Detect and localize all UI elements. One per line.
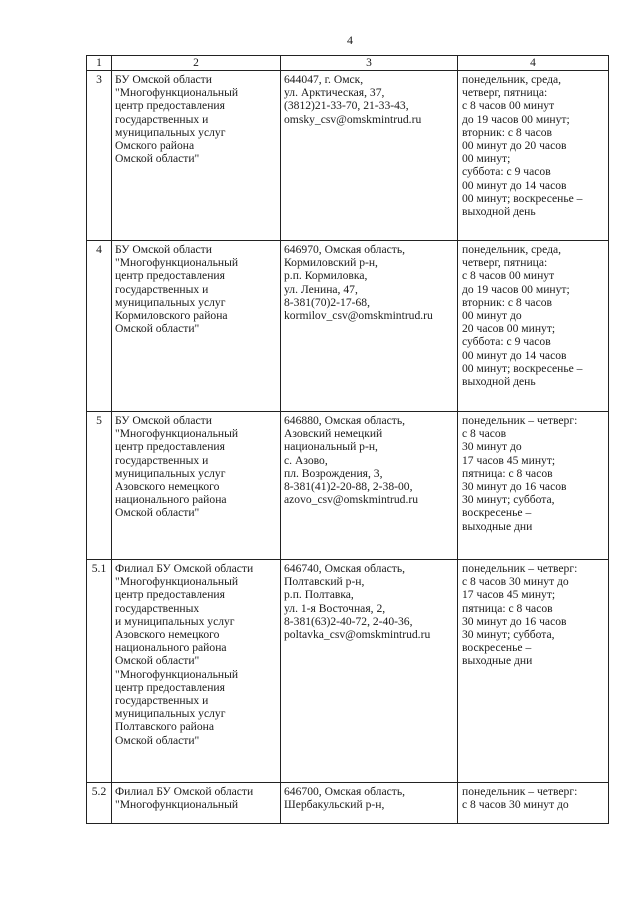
address-line: 8-381(41)2-20-88, 2-38-00,	[284, 480, 413, 494]
organization-line: и муниципальных услуг	[115, 614, 235, 628]
hours-cell	[458, 71, 609, 241]
hours-line: до 19 часов 00 минут;	[462, 282, 570, 296]
hours-line: пятница: с 8 часов	[462, 466, 553, 480]
address-line: 646970, Омская область,	[284, 243, 406, 256]
organization-line: центр предоставления	[115, 440, 225, 454]
hours-line: воскресенье –	[462, 506, 532, 520]
organization-line: Филиал БУ Омской области	[115, 562, 254, 575]
organization-line: БУ Омской области	[115, 243, 212, 256]
hours-line: с 8 часов 00 минут	[462, 269, 555, 283]
address-line: 646740, Омская область,	[284, 562, 406, 575]
organization-line: "Многофункциональный	[115, 667, 239, 681]
hours-line: 20 часов 00 минут;	[462, 322, 556, 336]
hours-line: с 8 часов 30 минут до	[462, 798, 569, 812]
hours-line: вторник: с 8 часов	[462, 125, 552, 139]
organization-line: муниципальных услуг	[115, 466, 226, 480]
hours-line: понедельник – четверг:	[462, 785, 578, 798]
table-row	[87, 71, 609, 241]
hours-line: 30 минут; суббота,	[462, 628, 555, 642]
table-row	[87, 783, 609, 824]
hours-line: четверг, пятница:	[462, 86, 548, 100]
hours-line: до 19 часов 00 минут;	[462, 112, 570, 126]
address-line: 644047, г. Омск,	[284, 73, 364, 86]
organization-line: Филиал БУ Омской области	[115, 785, 254, 798]
organization-line: "Многофункциональный	[115, 575, 239, 589]
organization-line: Кормиловского района	[115, 309, 228, 323]
address-line: ул. Ленина, 47,	[284, 282, 358, 296]
address-line: 646700, Омская область,	[284, 785, 406, 798]
address-line: Азовский немецкий	[284, 427, 383, 441]
hours-line: суббота: с 9 часов	[462, 165, 551, 179]
address-line: kormilov_csv@omskmintrud.ru	[284, 309, 433, 323]
organization-line: национального района	[115, 641, 227, 655]
organization-line: национального района	[115, 493, 227, 507]
hours-line: 30 минут; суббота,	[462, 493, 555, 507]
address-line: omsky_csv@omskmintrud.ru	[284, 112, 422, 126]
hours-line: воскресенье –	[462, 641, 532, 655]
organization-line: "Многофункциональный	[115, 86, 239, 100]
organization-line: центр предоставления	[115, 99, 225, 113]
row-number: 5.1	[87, 560, 112, 783]
address-cell	[281, 241, 458, 412]
organization-cell	[112, 412, 281, 560]
organization-line: муниципальных услуг	[115, 295, 226, 309]
hours-line: выходной день	[462, 375, 536, 389]
address-line: azovo_csv@omskmintrud.ru	[284, 493, 419, 507]
hours-line: 00 минут до 14 часов	[462, 348, 567, 362]
hours-line: 30 минут до 16 часов	[462, 614, 567, 628]
hours-line: 00 минут до	[462, 309, 522, 323]
hours-line: выходные дни	[462, 519, 533, 533]
organization-line: БУ Омской области	[115, 73, 212, 86]
organization-line: центр предоставления	[115, 680, 225, 694]
column-header: 4	[458, 56, 609, 71]
address-line: Полтавский р-н,	[284, 575, 365, 589]
address-line: 8-381(70)2-17-68,	[284, 295, 370, 309]
organization-line: Омской области"	[115, 152, 200, 166]
column-header: 2	[112, 56, 281, 71]
hours-line: пятница: с 8 часов	[462, 601, 553, 615]
hours-line: с 8 часов 30 минут до	[462, 575, 569, 589]
organization-line: Омской области"	[115, 322, 200, 336]
row-number: 3	[87, 71, 112, 241]
organization-line: Полтавского района	[115, 720, 215, 734]
organization-line: Азовского немецкого	[115, 628, 220, 642]
address-line: р.п. Полтавка,	[284, 588, 354, 602]
organization-line: "Многофункциональный	[115, 256, 239, 270]
organization-line: Омского района	[115, 139, 195, 153]
hours-line: 30 минут до 16 часов	[462, 480, 567, 494]
hours-line: 00 минут; воскресенье –	[462, 191, 583, 205]
organization-line: Омской области"	[115, 733, 200, 747]
organization-line: Азовского немецкого	[115, 480, 220, 494]
hours-line: 00 минут до 20 часов	[462, 139, 567, 153]
column-header: 3	[281, 56, 458, 71]
organization-line: "Многофункциональный	[115, 427, 239, 441]
hours-line: понедельник, среда,	[462, 243, 562, 256]
organization-cell	[112, 71, 281, 241]
row-number: 5.2	[87, 783, 112, 824]
organization-line: Омской области"	[115, 506, 200, 520]
organization-line: государственных и	[115, 453, 209, 467]
hours-line: четверг, пятница:	[462, 256, 548, 270]
hours-line: выходные дни	[462, 654, 533, 668]
address-cell	[281, 71, 458, 241]
organization-line: центр предоставления	[115, 269, 225, 283]
address-line: национальный р-н,	[284, 440, 378, 454]
organization-cell	[112, 783, 281, 824]
hours-line: 17 часов 45 минут;	[462, 453, 556, 467]
organization-cell	[112, 241, 281, 412]
organization-line: государственных и	[115, 694, 209, 708]
organization-line: центр предоставления	[115, 588, 225, 602]
address-cell	[281, 560, 458, 783]
address-line: (3812)21-33-70, 21-33-43,	[284, 99, 409, 113]
address-line: с. Азово,	[284, 453, 328, 467]
hours-cell	[458, 783, 609, 824]
organization-line: муниципальных услуг	[115, 707, 226, 721]
hours-cell	[458, 412, 609, 560]
hours-line: 00 минут; воскресенье –	[462, 361, 583, 375]
table-row	[87, 560, 609, 783]
organization-line: "Многофункциональный	[115, 798, 239, 812]
table-row	[87, 241, 609, 412]
address-line: 8-381(63)2-40-72, 2-40-36,	[284, 614, 413, 628]
page-number: 4	[347, 33, 353, 47]
hours-line: суббота: с 9 часов	[462, 335, 551, 349]
hours-line: 00 минут до 14 часов	[462, 178, 567, 192]
hours-line: 30 минут до	[462, 440, 522, 454]
hours-line: вторник: с 8 часов	[462, 295, 552, 309]
address-cell	[281, 412, 458, 560]
hours-line: понедельник – четверг:	[462, 414, 578, 427]
address-line: р.п. Кормиловка,	[284, 269, 368, 283]
hours-line: с 8 часов 00 минут	[462, 99, 555, 113]
hours-line: понедельник – четверг:	[462, 562, 578, 575]
address-line: ул. Арктическая, 37,	[284, 86, 385, 100]
organization-line: государственных	[115, 601, 200, 615]
address-cell	[281, 783, 458, 824]
address-line: Кормиловский р-н,	[284, 256, 378, 270]
table-row	[87, 412, 609, 560]
address-line: poltavka_csv@omskmintrud.ru	[284, 628, 431, 642]
organization-line: Омской области"	[115, 654, 200, 668]
row-number: 4	[87, 241, 112, 412]
hours-line: выходной день	[462, 205, 536, 219]
table-header-row	[87, 56, 609, 71]
organization-line: государственных и	[115, 282, 209, 296]
organization-line: государственных и	[115, 112, 209, 126]
organization-line: БУ Омской области	[115, 414, 212, 427]
row-number: 5	[87, 412, 112, 560]
address-line: ул. 1-я Восточная, 2,	[284, 601, 386, 615]
address-line: Шербакульский р-н,	[284, 798, 385, 812]
address-line: пл. Возрождения, 3,	[284, 466, 383, 480]
organization-cell	[112, 560, 281, 783]
hours-line: 00 минут;	[462, 152, 511, 166]
column-header: 1	[87, 56, 112, 71]
hours-line: 17 часов 45 минут;	[462, 588, 556, 602]
organization-line: муниципальных услуг	[115, 125, 226, 139]
hours-cell	[458, 560, 609, 783]
service-centers-table	[86, 55, 609, 824]
address-line: 646880, Омская область,	[284, 414, 406, 427]
hours-line: с 8 часов	[462, 427, 507, 441]
hours-line: понедельник, среда,	[462, 73, 562, 86]
hours-cell	[458, 241, 609, 412]
